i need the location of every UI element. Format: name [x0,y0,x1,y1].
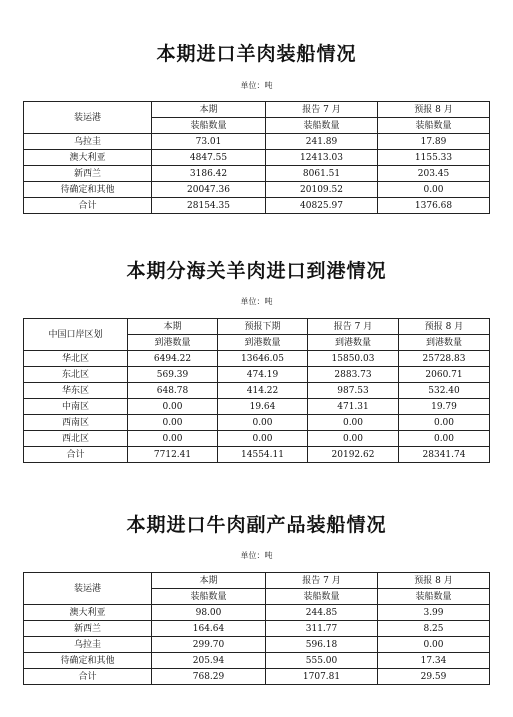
column-header: 预报 8 月 [378,102,490,118]
table-cell: 98.00 [152,605,266,621]
row-label: 中南区 [24,399,128,415]
section-title: 本期分海关羊肉进口到港情况 [126,260,387,282]
table-cell: 3.99 [378,605,490,621]
table-total-row [24,198,490,214]
column-subheader: 装船数量 [266,118,378,134]
column-header: 报告 7 月 [308,319,399,335]
column-subheader: 装船数量 [378,589,490,605]
table-row [24,367,490,383]
table-header-row [24,573,490,589]
row-label: 待确定和其他 [24,182,152,198]
column-subheader: 装船数量 [266,589,378,605]
table-cell: 28341.74 [399,447,490,463]
row-label: 澳大利亚 [24,605,152,621]
column-subheader: 到港数量 [128,335,218,351]
table-cell: 241.89 [266,134,378,150]
corner-header: 装运港 [24,102,152,134]
column-header: 预报下期 [218,319,308,335]
table-cell: 7712.41 [128,447,218,463]
table-cell: 20047.36 [152,182,266,198]
table-cell: 28154.35 [152,198,266,214]
unit-label: 单位：吨 [240,81,273,90]
column-subheader: 到港数量 [308,335,399,351]
table-cell: 8061.51 [266,166,378,182]
section-title: 本期进口羊肉装船情况 [156,43,357,65]
section-mutton-shipment [0,42,513,92]
column-header: 预报 8 月 [399,319,490,335]
section-beef-offal-shipment [0,513,513,562]
table-cell: 768.29 [152,669,266,685]
row-label: 华北区 [24,351,128,367]
table-cell: 17.34 [378,653,490,669]
table-cell: 29.59 [378,669,490,685]
table-cell: 311.77 [266,621,378,637]
table-cell: 555.00 [266,653,378,669]
table-cell: 20192.62 [308,447,399,463]
table-cell: 596.18 [266,637,378,653]
corner-header: 中国口岸区划 [24,319,128,351]
table-row [24,653,490,669]
table-cell: 0.00 [308,431,399,447]
table-cell: 12413.03 [266,150,378,166]
table-row [24,621,490,637]
table-cell: 14554.11 [218,447,308,463]
table-cell: 474.19 [218,367,308,383]
table-row [24,134,490,150]
column-subheader: 装船数量 [378,118,490,134]
table-cell: 40825.97 [266,198,378,214]
row-label: 西南区 [24,415,128,431]
table-header-row [24,102,490,118]
row-label: 乌拉圭 [24,134,152,150]
row-label: 澳大利亚 [24,150,152,166]
table-row [24,605,490,621]
table-cell: 0.00 [378,637,490,653]
table-cell: 19.79 [399,399,490,415]
table-cell: 1376.68 [378,198,490,214]
table-cell: 13646.05 [218,351,308,367]
table-cell: 414.22 [218,383,308,399]
table-cell: 569.39 [128,367,218,383]
table-cell: 2060.71 [399,367,490,383]
table-cell: 17.89 [378,134,490,150]
row-label: 华东区 [24,383,128,399]
table-cell: 2883.73 [308,367,399,383]
table-cell: 0.00 [128,399,218,415]
table-cell: 0.00 [308,415,399,431]
table-header-row [24,319,490,335]
table-row [24,150,490,166]
row-label: 西北区 [24,431,128,447]
row-label: 合计 [24,198,152,214]
table-row [24,399,490,415]
table-cell: 0.00 [399,415,490,431]
section-title: 本期进口牛肉副产品装船情况 [126,514,387,536]
table-cell: 205.94 [152,653,266,669]
column-subheader: 到港数量 [218,335,308,351]
column-subheader: 装船数量 [152,589,266,605]
table-cell: 25728.83 [399,351,490,367]
table-cell: 299.70 [152,637,266,653]
table-total-row [24,447,490,463]
table-cell: 15850.03 [308,351,399,367]
mutton-arrival-table [23,318,490,463]
table-cell: 0.00 [399,431,490,447]
row-label: 合计 [24,669,152,685]
table-cell: 0.00 [378,182,490,198]
table-row [24,182,490,198]
beef-offal-shipment-table [23,572,490,685]
table-row [24,351,490,367]
column-subheader: 装船数量 [152,118,266,134]
column-header: 本期 [152,573,266,589]
table-cell: 3186.42 [152,166,266,182]
column-header: 预报 8 月 [378,573,490,589]
row-label: 新西兰 [24,166,152,182]
row-label: 新西兰 [24,621,152,637]
table-row [24,637,490,653]
table-cell: 1155.33 [378,150,490,166]
row-label: 待确定和其他 [24,653,152,669]
row-label: 东北区 [24,367,128,383]
section-mutton-arrival-by-customs [0,259,513,308]
row-label: 乌拉圭 [24,637,152,653]
table-cell: 164.64 [152,621,266,637]
unit-label: 单位：吨 [240,551,273,560]
table-cell: 19.64 [218,399,308,415]
column-header: 本期 [128,319,218,335]
table-cell: 471.31 [308,399,399,415]
table-cell: 648.78 [128,383,218,399]
table-cell: 532.40 [399,383,490,399]
table-cell: 73.01 [152,134,266,150]
table-cell: 987.53 [308,383,399,399]
column-header: 报告 7 月 [266,102,378,118]
table-cell: 0.00 [218,415,308,431]
column-header: 本期 [152,102,266,118]
table-cell: 203.45 [378,166,490,182]
table-cell: 0.00 [218,431,308,447]
corner-header: 装运港 [24,573,152,605]
table-total-row [24,669,490,685]
table-cell: 20109.52 [266,182,378,198]
row-label: 合计 [24,447,128,463]
table-cell: 244.85 [266,605,378,621]
table-cell: 4847.55 [152,150,266,166]
table-cell: 6494.22 [128,351,218,367]
mutton-shipment-table [23,101,490,214]
table-row [24,431,490,447]
table-row [24,415,490,431]
table-cell: 0.00 [128,431,218,447]
unit-label: 单位：吨 [240,297,273,306]
column-subheader: 到港数量 [399,335,490,351]
table-row [24,383,490,399]
column-header: 报告 7 月 [266,573,378,589]
table-cell: 0.00 [128,415,218,431]
table-cell: 8.25 [378,621,490,637]
table-cell: 1707.81 [266,669,378,685]
table-row [24,166,490,182]
